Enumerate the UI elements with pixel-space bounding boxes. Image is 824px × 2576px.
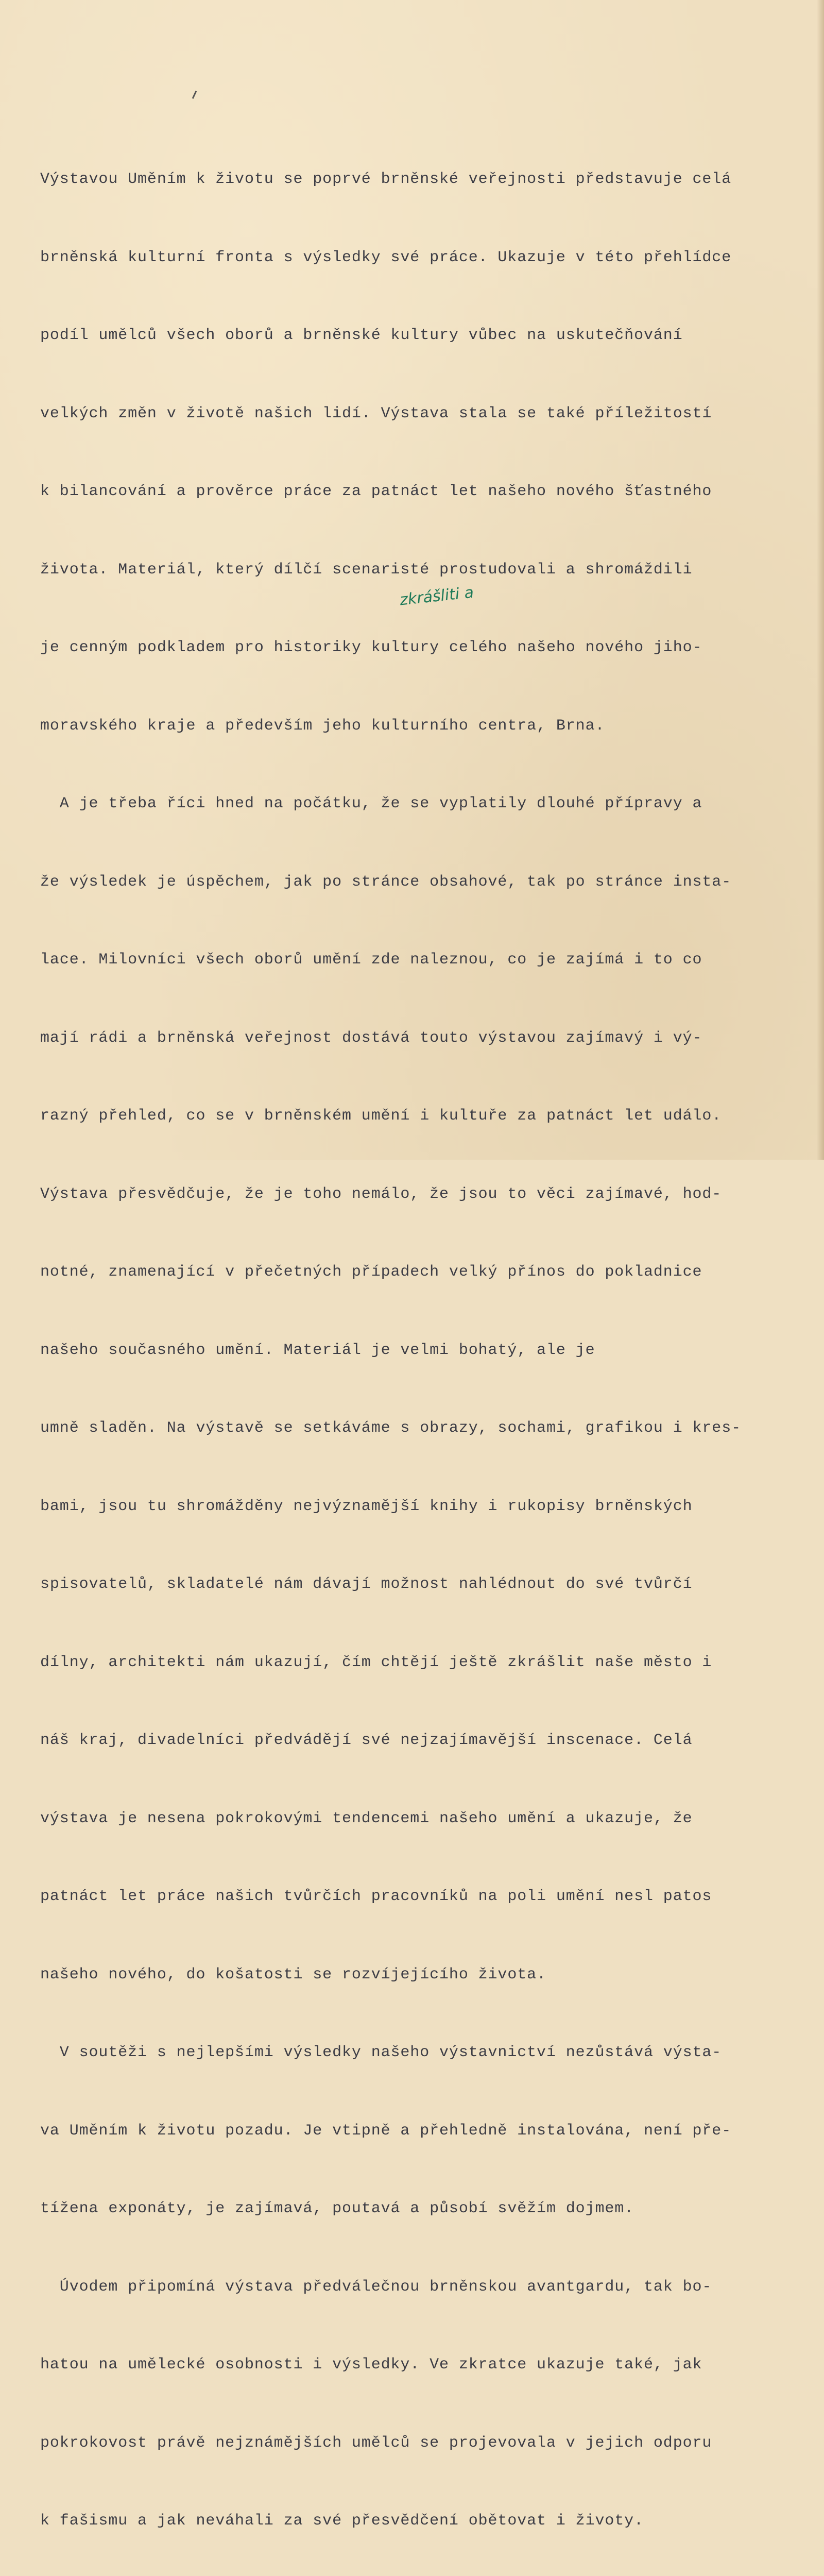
text-line: Výstava přesvědčuje, že je toho nemálo, že jsou to věci zajímavé, hod-	[40, 1185, 722, 1203]
text-line: dílny, architekti nám ukazují, čím chtějí ještě zkrášlit naše město i	[40, 1653, 712, 1671]
page-edge-shadow	[817, 0, 824, 1160]
text-line: lace. Milovníci všech oborů umění zde naleznou, co je zajímá i to co	[40, 951, 702, 969]
text-line: k bilancování a prověrce práce za patnáct let našeho nového šťastného	[40, 483, 712, 500]
text-line: spisovatelů, skladatelé nám dávají možnost nahlédnout do své tvůrčí	[40, 1575, 693, 1593]
text-line: moravského kraje a především jeho kulturního centra, Brna.	[40, 717, 605, 735]
text-line: náš kraj, divadelníci předvádějí své nejzajímavější inscenace. Celá	[40, 1732, 693, 1749]
text-line: patnáct let práce našich tvůrčích pracovníků na poli umění nesl patos	[40, 1888, 712, 1905]
text-line: mají rádi a brněnská veřejnost dostává touto výstavou zajímavý i vý-	[40, 1029, 702, 1047]
text-line: je cenným podkladem pro historiky kultury celého našeho nového jiho-	[40, 639, 702, 656]
text-line: našeho nového, do košatosti se rozvíjejícího života.	[40, 1965, 546, 1984]
text-line: Výstavou Uměním k životu se poprvé brněnské veřejnosti představuje celá	[40, 171, 732, 188]
text-line: Úvodem připomíná výstava předválečnou brněnskou avantgardu, tak bo-	[40, 2278, 712, 2296]
text-line: umně sladěn. Na výstavě se setkáváme s obrazy, sochami, grafikou i kres-	[40, 1419, 742, 1437]
text-line: va Uměním k životu pozadu. Je vtipně a přehledně instalována, není pře-	[40, 2122, 732, 2140]
text-line: pokrokovost právě nejznámějších umělců se projevovala v jejich odporu	[40, 2434, 712, 2452]
text-line: V soutěži s nejlepšími výsledky našeho výstavnictví nezůstává výsta-	[40, 2044, 722, 2061]
text-line: A je třeba říci hned na počátku, že se vyplatily dlouhé přípravy a	[40, 795, 702, 812]
text-line: výstava je nesena pokrokovými tendencemi našeho umění a ukazuje, že	[40, 1809, 693, 1827]
text-line: života. Materiál, který dílčí scenaristé prostudovali a shromáždili	[40, 561, 693, 579]
text-line: notné, znamenající v přečetných případech velký přínos do pokladnice	[40, 1263, 702, 1281]
text-line: tížena exponáty, je zajímavá, poutavá a působí svěžím dojmem.	[40, 2200, 634, 2217]
text-line: hatou na umělecké osobnosti i výsledky. Ve zkratce ukazuje také, jak	[40, 2356, 702, 2374]
stray-pencil-mark	[192, 91, 197, 99]
text-line: velkých změn v životě našich lidí. Výstava stala se také příležitostí	[40, 404, 712, 422]
text-line: bami, jsou tu shromážděny nejvýznamější knihy i rukopisy brněnských	[40, 1497, 693, 1515]
text-line: že výsledek je úspěchem, jak po stránce obsahové, tak po stránce insta-	[40, 873, 732, 891]
text-line: k fašismu a jak neváhali za své přesvědčení obětovat i životy.	[40, 2512, 644, 2530]
text-line: brněnská kulturní fronta s výsledky své práce. Ukazuje v této přehlídce	[40, 248, 732, 266]
handwritten-annotation: zkrášliti a	[399, 583, 475, 609]
text-line: našeho současného umění. Materiál je velmi bohatý, ale je	[40, 1341, 595, 1359]
text-line: razný přehled, co se v brněnském umění i kultuře za patnáct let událo.	[40, 1107, 722, 1125]
text-line: podíl umělců všech oborů a brněnské kultury vůbec na uskutečňování	[40, 327, 683, 344]
typed-text-body	[40, 114, 797, 2576]
